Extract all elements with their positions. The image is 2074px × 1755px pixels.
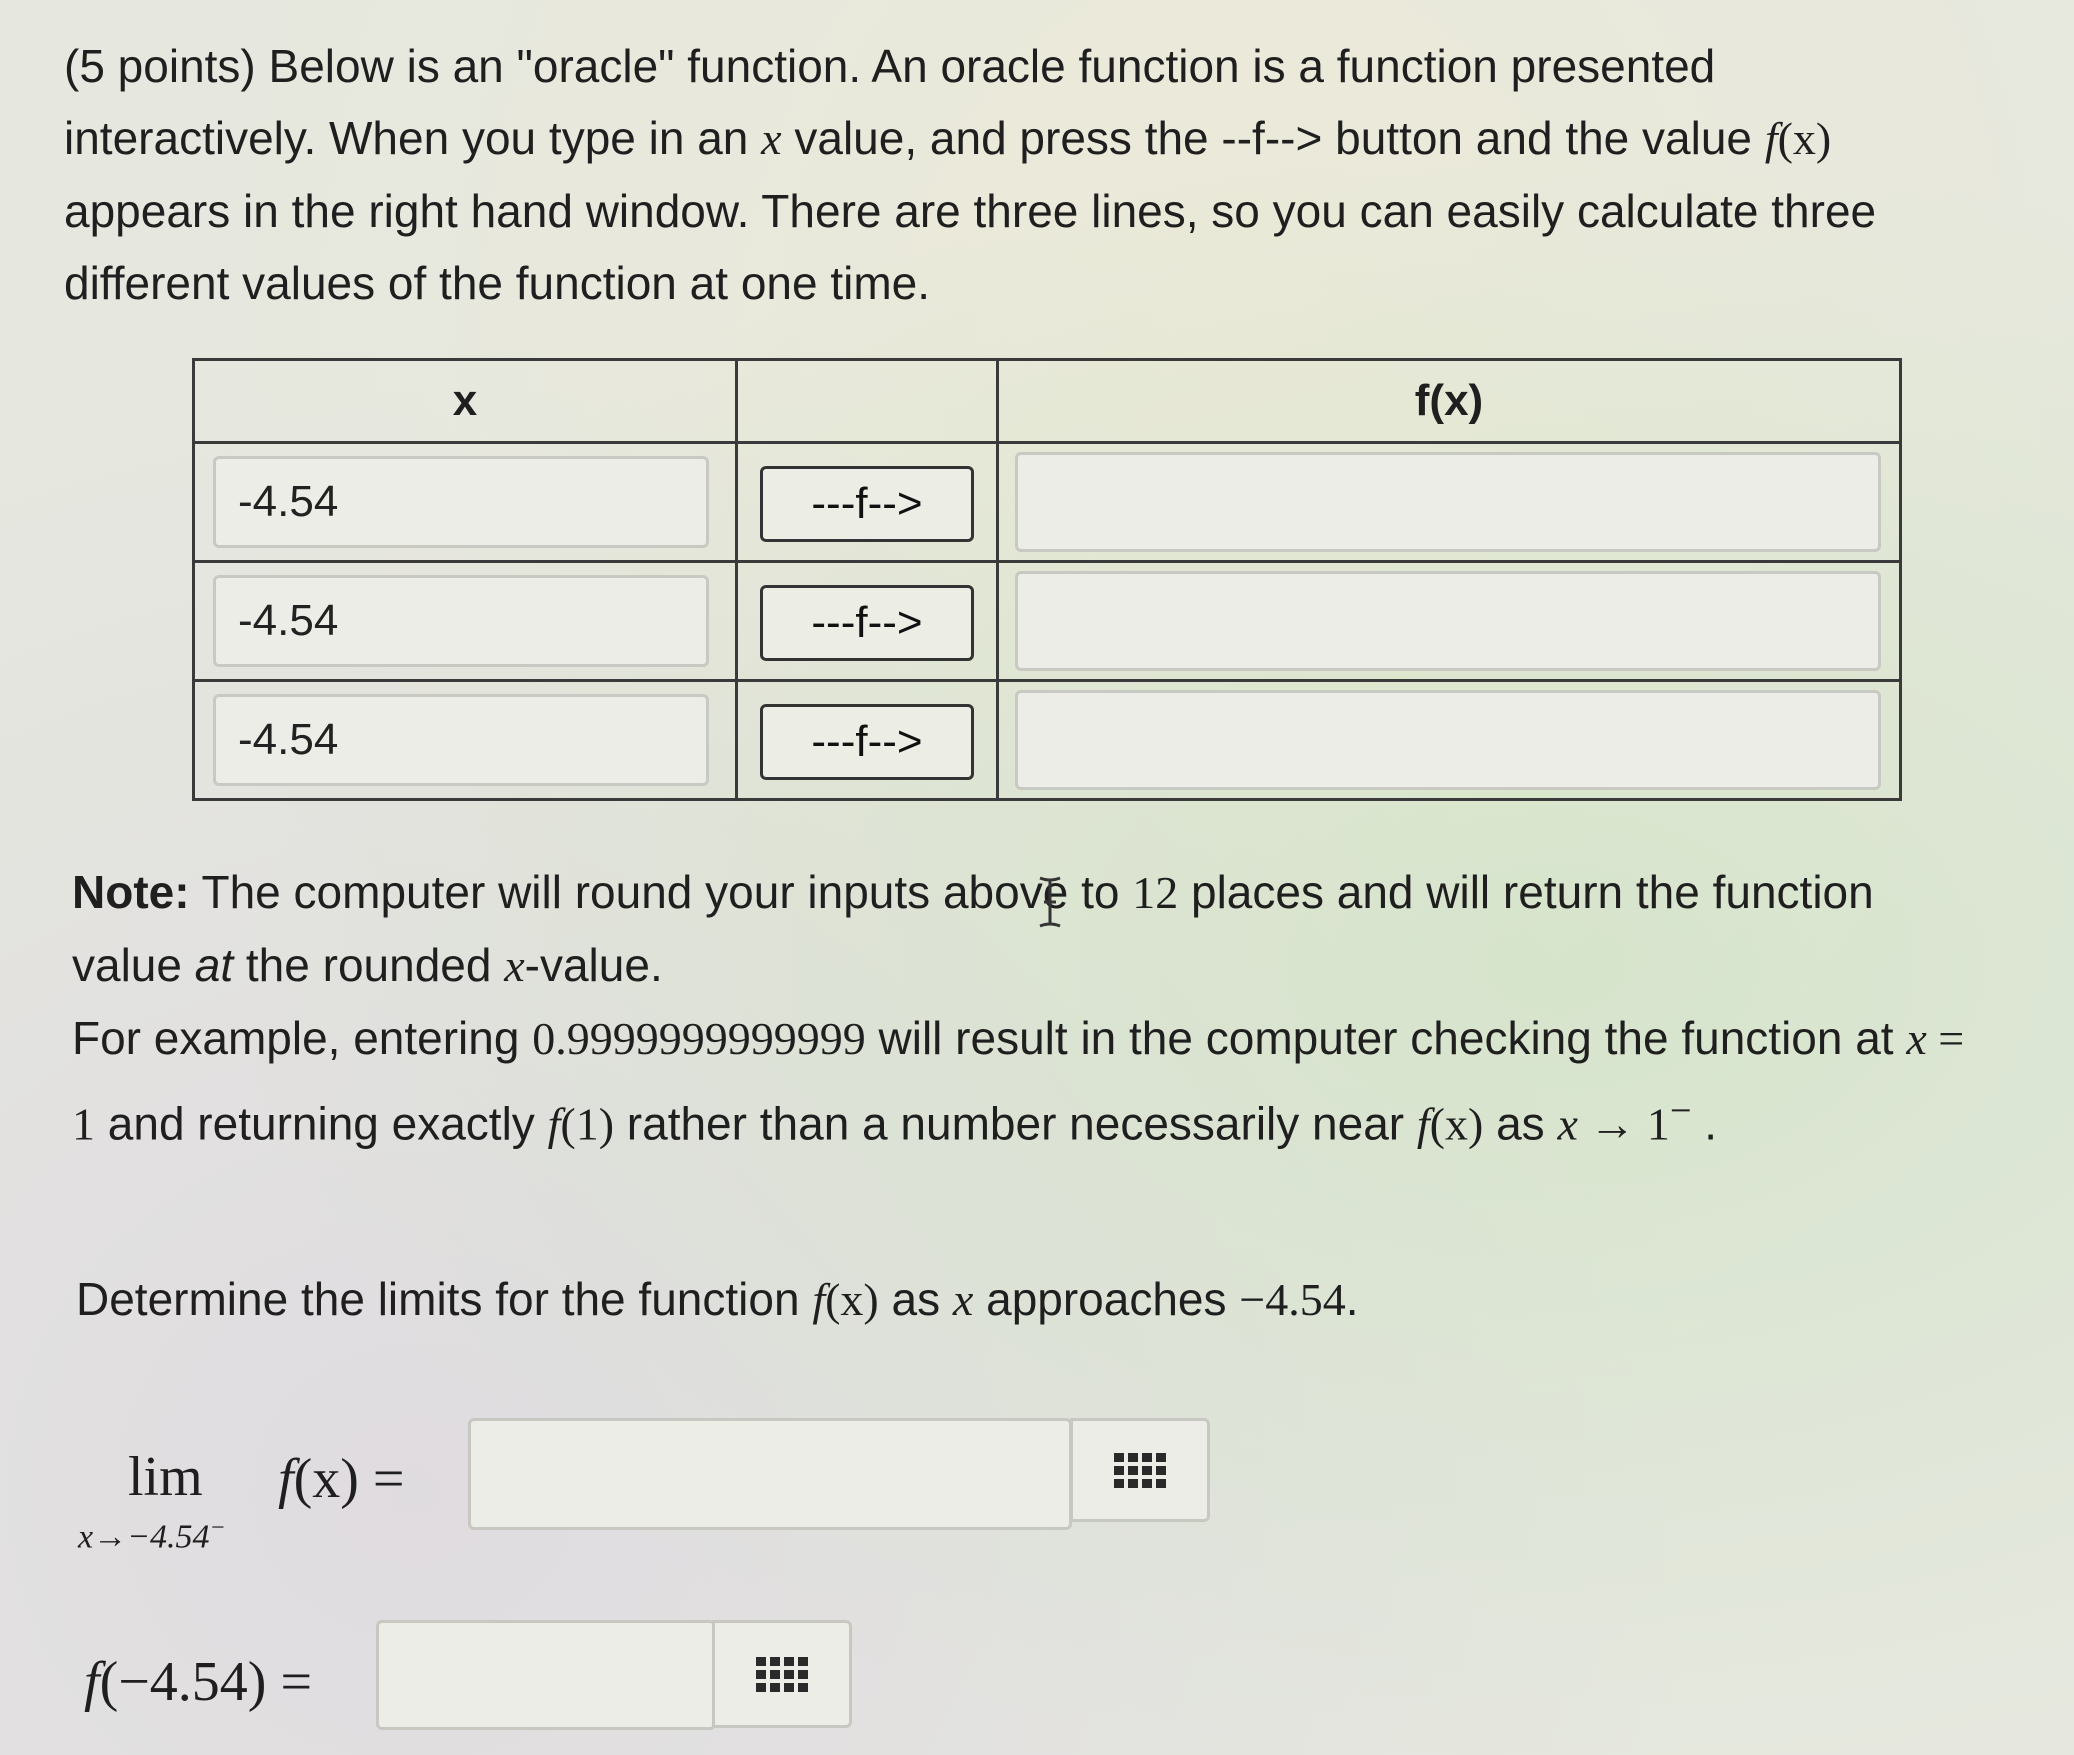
intro-f-arg <box>1778 113 1832 164</box>
lim-subscript-sup: − <box>209 1515 226 1541</box>
x-cell <box>194 681 737 800</box>
x-input-1[interactable] <box>213 456 709 548</box>
left-limit-answer-input[interactable] <box>468 1418 1072 1530</box>
intro-text-1: (5 points) Below is an "oracle" function. An oracle function is a function presented interactively. When you type in an <box>64 40 1716 164</box>
note-arrow: → <box>1577 1098 1647 1150</box>
note-label: Note: <box>72 866 190 918</box>
f-arg: (−4.54) <box>99 1651 267 1713</box>
note-f1-arg: (1) <box>560 1098 615 1150</box>
button-cell <box>737 562 998 681</box>
fx-cell <box>998 443 1901 562</box>
note-limit-x: x <box>1557 1098 1578 1150</box>
question-x: x <box>952 1274 974 1325</box>
button-cell <box>737 681 998 800</box>
question-period: . <box>1345 1273 1359 1325</box>
fx-output-3 <box>1015 690 1881 790</box>
fx-output-1 <box>1015 452 1881 552</box>
note-example-value: 0.9999999999999 <box>532 1013 866 1064</box>
lim-f: f <box>278 1448 294 1510</box>
left-limit-palette-button[interactable] <box>1070 1418 1210 1522</box>
lim-subscript-text: x→−4.54 <box>78 1518 210 1556</box>
oracle-row <box>194 562 1901 681</box>
lim-subscript <box>78 1515 226 1556</box>
intro-paragraph <box>64 30 1964 319</box>
grid-icon <box>1114 1453 1166 1488</box>
button-cell <box>737 443 998 562</box>
question-text-3: approaches <box>973 1273 1240 1325</box>
intro-f-arg-text: (x) <box>1777 113 1832 164</box>
question-text-2: as <box>878 1273 953 1325</box>
note-places: 12 <box>1132 867 1179 918</box>
lim-f-arg: (x) <box>293 1448 359 1510</box>
x-input-2[interactable] <box>213 575 709 667</box>
header-x: x <box>194 360 737 443</box>
x-input-3[interactable] <box>213 694 709 786</box>
note-at: at <box>194 939 234 991</box>
evaluate-f-button-3[interactable]: ---f--> <box>760 704 974 780</box>
header-blank <box>737 360 998 443</box>
note-limit-target: 1 <box>1646 1098 1670 1150</box>
x-cell <box>194 562 737 681</box>
lim-function <box>278 1445 404 1511</box>
note-fx-f: f <box>1416 1098 1430 1150</box>
note-eq-one: 1 <box>72 1098 95 1150</box>
lim-equals: = <box>358 1448 405 1510</box>
x-cell <box>194 443 737 562</box>
fx-cell <box>998 562 1901 681</box>
intro-var-x: x <box>761 113 782 164</box>
intro-text-3: appears in the right hand window. There are three lines, so you can easily calculate three different values of the function at one time. <box>64 185 1877 309</box>
evaluate-f-button-2[interactable]: ---f--> <box>760 585 974 661</box>
note-x-var: x <box>504 940 525 991</box>
oracle-header-row <box>194 360 1901 443</box>
note-eq-sign: = <box>1926 1013 1965 1064</box>
note-text-6: will result in the computer checking the function at <box>865 1012 1907 1064</box>
oracle-row <box>194 681 1901 800</box>
fx-cell <box>998 681 1901 800</box>
note-text-9: as <box>1483 1097 1558 1150</box>
f-value-palette-button[interactable] <box>712 1620 852 1728</box>
f-value-answer-input[interactable] <box>376 1620 716 1730</box>
note-period: . <box>1691 1097 1718 1150</box>
intro-f: f <box>1764 113 1778 164</box>
question-f: f <box>812 1274 826 1325</box>
lim-word: lim <box>128 1446 203 1508</box>
f-value-expression <box>84 1648 312 1714</box>
note-paragraph <box>72 856 1972 1160</box>
oracle-row <box>194 443 1901 562</box>
note-text-1: The computer will round your inputs above to <box>189 866 1133 918</box>
note-text-8: rather than a number necessarily near <box>614 1097 1417 1150</box>
note-text-2: places and will return the function value <box>72 866 1874 991</box>
header-fx: f(x) <box>998 360 1901 443</box>
f-label: f <box>84 1651 100 1713</box>
question-text-1: Determine the limits for the function <box>76 1273 813 1325</box>
note-text-5: For example, entering <box>72 1012 533 1064</box>
oracle-table <box>192 358 1902 801</box>
note-text-4: -value. <box>524 939 663 991</box>
note-text-7: and returning exactly <box>95 1097 548 1150</box>
text-cursor-icon <box>1036 874 1064 930</box>
question-f-arg: (x) <box>825 1274 879 1325</box>
note-text-3: the rounded <box>233 939 505 991</box>
note-eq-x: x <box>1906 1013 1927 1064</box>
f-equals: = <box>266 1651 313 1713</box>
note-fx-arg: (x) <box>1429 1098 1484 1150</box>
evaluate-f-button-1[interactable]: ---f--> <box>760 466 974 542</box>
note-limit-sup: − <box>1669 1090 1692 1132</box>
fx-output-2 <box>1015 571 1881 671</box>
question-text <box>76 1272 1876 1326</box>
intro-text-2: value, and press the --f--> button and the value <box>781 112 1765 164</box>
grid-icon <box>756 1657 808 1692</box>
note-f1-f: f <box>547 1098 561 1150</box>
question-value: −4.54 <box>1239 1274 1346 1325</box>
